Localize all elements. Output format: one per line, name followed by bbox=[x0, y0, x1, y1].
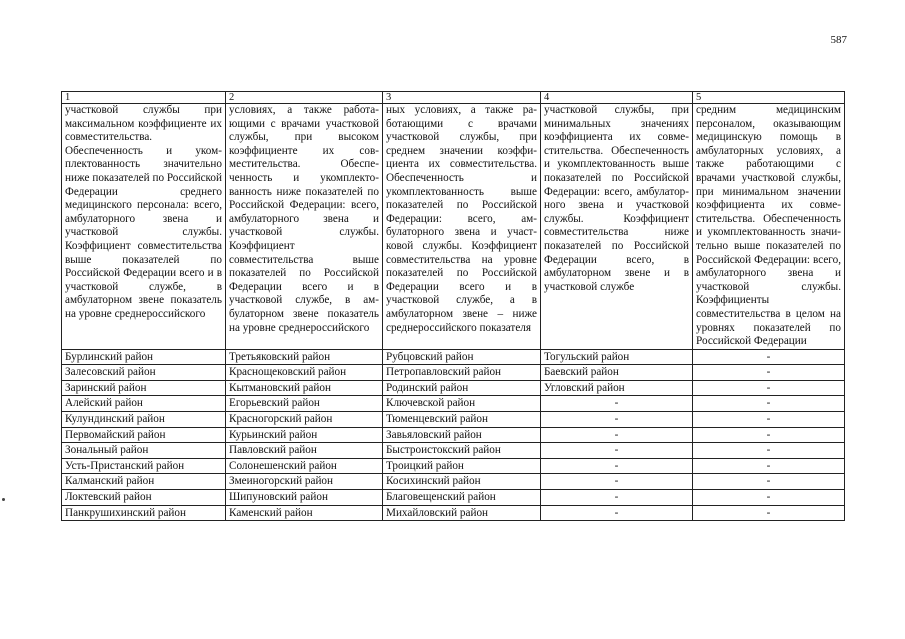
region-cell: Быстроистокский район bbox=[383, 443, 541, 459]
region-cell: Алейский район bbox=[62, 396, 226, 412]
region-cell: Егорьевский район bbox=[226, 396, 383, 412]
table-row bbox=[62, 365, 845, 381]
column-number: 2 bbox=[226, 92, 383, 104]
region-cell: Заринский район bbox=[62, 380, 226, 396]
table-row bbox=[62, 474, 845, 490]
table-row bbox=[62, 349, 845, 365]
region-cell: Михайловский район bbox=[383, 505, 541, 521]
region-cell: Красногорский район bbox=[226, 412, 383, 428]
region-cell: Кытмановский район bbox=[226, 380, 383, 396]
group-description: средним медицинским персоналом, оказывающим медицинскую помощь в амбулаторных условиях, а также работающими с врачами участковой службы, при минимальном значении коэффициента их совместительства. Обеспеченность и укомплектованность значительно выше показателей по Российской Федерации: всего, амбулаторного звена и участковой службы. Коэффициенты совместительства в целом на уровнях показателей по Российской Федерации bbox=[693, 104, 845, 350]
region-cell: - bbox=[693, 365, 845, 381]
region-cell: - bbox=[693, 458, 845, 474]
region-cell: - bbox=[541, 490, 693, 506]
page-number: 587 bbox=[830, 34, 847, 46]
region-cell: - bbox=[693, 349, 845, 365]
region-cell: Шипуновский район bbox=[226, 490, 383, 506]
table-row bbox=[62, 412, 845, 428]
column-number: 1 bbox=[62, 92, 226, 104]
region-cell: Баевский район bbox=[541, 365, 693, 381]
table-row bbox=[62, 396, 845, 412]
region-cell: - bbox=[693, 396, 845, 412]
region-cell: Павловский район bbox=[226, 443, 383, 459]
region-cell: - bbox=[693, 427, 845, 443]
region-cell: Завьяловский район bbox=[383, 427, 541, 443]
region-cell: Локтевский район bbox=[62, 490, 226, 506]
description-row bbox=[62, 104, 845, 350]
region-cell: - bbox=[693, 380, 845, 396]
table-row bbox=[62, 490, 845, 506]
table-body bbox=[62, 92, 845, 521]
region-cell: - bbox=[541, 443, 693, 459]
group-description: участковой службы при максимальном коэффициенте их совместительства. Обеспеченность и укомплектованность значительно ниже показателей по Российской Федерации среднего медицинского персонала: всего, амбулаторного звена и участковой службы. Коэффициент совместительства выше показателей по Российской Федерации всего и в участковой службе, в амбулаторном звене показатель на уровне среднероссийского bbox=[62, 104, 226, 350]
region-cell: - bbox=[693, 474, 845, 490]
region-cell: - bbox=[541, 458, 693, 474]
region-cell: Петропавловский район bbox=[383, 365, 541, 381]
region-cell: - bbox=[541, 505, 693, 521]
region-cell: Ключевской район bbox=[383, 396, 541, 412]
group-description: условиях, а также работающими с врачами участковой службы, при высоком коэффициенте их совместительства. Обеспеченность и укомплектованность ниже показателей по Российской Федерации: всего, амбулаторного звена и участковой службы. Коэффициент совместительства выше показателей по Российской Федерации всего и в участковой службе, в амбулаторном звене показатель на уровне среднероссийского bbox=[226, 104, 383, 350]
region-cell: Третьяковский район bbox=[226, 349, 383, 365]
region-cell: Косихинский район bbox=[383, 474, 541, 490]
region-cell: - bbox=[693, 412, 845, 428]
region-cell: Солонешенский район bbox=[226, 458, 383, 474]
region-cell: Панкрушихинский район bbox=[62, 505, 226, 521]
region-cell: Благовещенский район bbox=[383, 490, 541, 506]
region-cell: Курьинский район bbox=[226, 427, 383, 443]
region-cell: Кулундинский район bbox=[62, 412, 226, 428]
region-cell: - bbox=[541, 427, 693, 443]
table-row bbox=[62, 458, 845, 474]
table-row bbox=[62, 443, 845, 459]
region-cell: Краснощековский район bbox=[226, 365, 383, 381]
region-cell: Рубцовский район bbox=[383, 349, 541, 365]
region-cell: Залесовский район bbox=[62, 365, 226, 381]
region-cell: Угловский район bbox=[541, 380, 693, 396]
region-cell: - bbox=[541, 474, 693, 490]
region-cell: Первомайский район bbox=[62, 427, 226, 443]
region-cell: - bbox=[693, 490, 845, 506]
regions-table bbox=[61, 91, 845, 521]
region-cell: Змеиногорский район bbox=[226, 474, 383, 490]
table-row bbox=[62, 380, 845, 396]
column-number: 4 bbox=[541, 92, 693, 104]
table-row bbox=[62, 427, 845, 443]
region-cell: - bbox=[693, 505, 845, 521]
column-number: 3 bbox=[383, 92, 541, 104]
group-description: ных условиях, а также работающими с врачами участковой службы, при среднем значении коэффициента их совместительства. Обеспеченность и укомплектованность выше показателей по Российской Федерации: всего, амбулаторного звена и участковой службы. Коэффициент совместительства на уровне показателей по Российской Федерации всего и в участковой службе, а в амбулаторном звене – ниже среднероссийского показателя bbox=[383, 104, 541, 350]
region-cell: Тюменцевский район bbox=[383, 412, 541, 428]
region-cell: Тогульский район bbox=[541, 349, 693, 365]
column-number: 5 bbox=[693, 92, 845, 104]
region-cell: Зональный район bbox=[62, 443, 226, 459]
region-cell: Усть-Пристанский район bbox=[62, 458, 226, 474]
region-cell: Троицкий район bbox=[383, 458, 541, 474]
scan-speck bbox=[2, 498, 5, 501]
region-cell: Калманский район bbox=[62, 474, 226, 490]
column-number-row bbox=[62, 92, 845, 104]
group-description: участковой службы, при минимальных значениях коэффициента их совместительства. Обеспеченность и укомплектованность выше показателей по Российской Федерации: всего, амбулаторного звена и участковой службы. Коэффициент совместительства ниже показателей по Российской Федерации всего, в амбулаторном звене и в участковой службе bbox=[541, 104, 693, 350]
region-cell: Каменский район bbox=[226, 505, 383, 521]
region-cell: - bbox=[693, 443, 845, 459]
table-row bbox=[62, 505, 845, 521]
region-cell: - bbox=[541, 412, 693, 428]
region-cell: Родинский район bbox=[383, 380, 541, 396]
region-cell: Бурлинский район bbox=[62, 349, 226, 365]
region-cell: - bbox=[541, 396, 693, 412]
